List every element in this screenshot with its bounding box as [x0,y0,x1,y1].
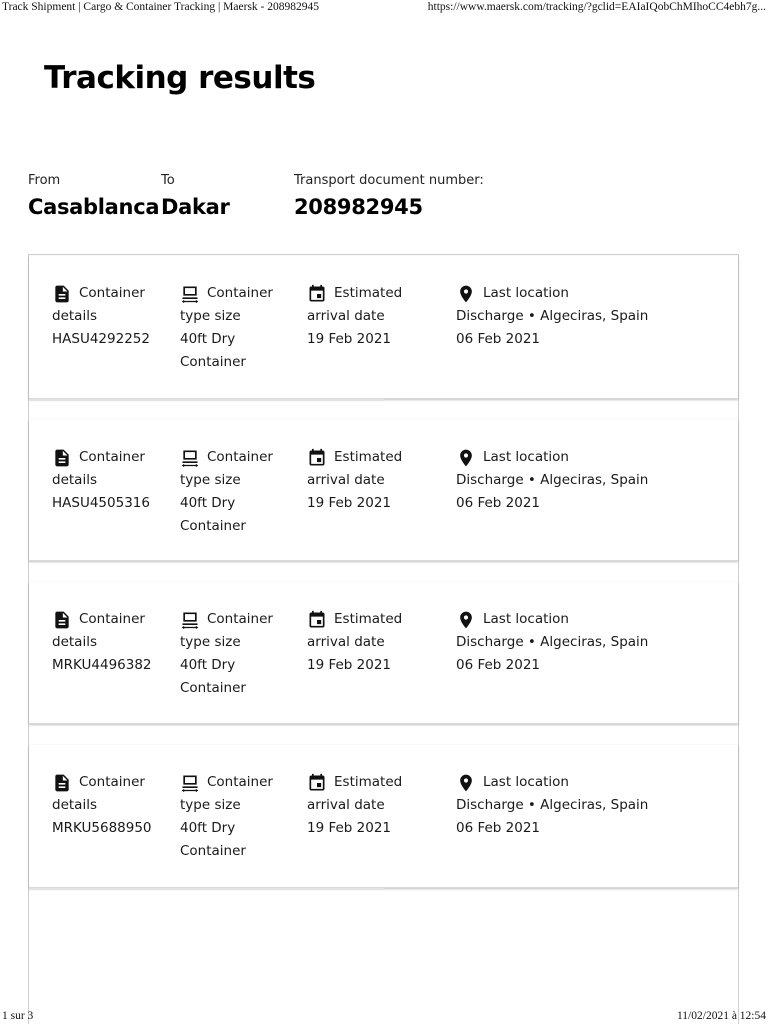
container-details-label-2: details [52,308,97,324]
estimated-arrival-label: Estimated [334,774,403,790]
container-type-value: 40ft Dry [180,495,236,511]
estimated-arrival-label: Estimated [334,449,403,465]
last-location-value: Discharge • Algeciras, Spain [456,797,649,813]
estimated-arrival-label-2: arrival date [307,797,385,813]
container-card[interactable] [29,256,738,399]
container-type-label: Container [207,449,273,465]
last-location-label: Last location [483,285,569,301]
last-location-date: 06 Feb 2021 [456,820,541,836]
page-title: Tracking results [44,60,316,96]
container-type-value: 40ft Dry [180,331,236,347]
location-pin-icon [456,773,476,793]
container-details-label-2: details [52,634,97,650]
container-card[interactable] [29,582,738,724]
last-location-date: 06 Feb 2021 [456,657,541,673]
container-type-label: Container [207,611,273,627]
container-details-label: Container [79,285,145,301]
container-type-value: 40ft Dry [180,657,236,673]
container-details-column [52,446,172,515]
location-pin-icon [456,448,476,468]
container-type-column [180,446,300,538]
calendar-icon [307,448,327,468]
container-type-value-2: Container [180,518,246,534]
print-timestamp: 11/02/2021 à 12:54 [676,1010,766,1022]
document-icon [52,284,72,304]
container-type-label-2: type size [180,308,241,324]
container-details-label-2: details [52,797,97,813]
container-details-column [52,608,172,677]
last-location-label: Last location [483,449,569,465]
container-details-label: Container [79,449,145,465]
estimated-arrival-label-2: arrival date [307,634,385,650]
transport-document-label: Transport document number: [294,173,484,188]
container-type-label: Container [207,774,273,790]
print-header-title: Track Shipment | Cargo & Container Tracking | Maersk - 208982945 [2,1,320,13]
container-type-value-2: Container [180,843,246,859]
last-location-value: Discharge • Algeciras, Spain [456,472,649,488]
last-location-label: Last location [483,774,569,790]
container-id: HASU4505316 [52,495,150,511]
container-type-column [180,608,300,700]
container-details-column [52,771,172,840]
print-header-url: https://www.maersk.com/tracking/?gclid=EAIaIQobChMIhoCC4ebh7g... [427,1,766,13]
container-id: MRKU5688950 [52,820,152,836]
container-type-value-2: Container [180,354,246,370]
card-divider [29,399,384,401]
page-counter: 1 sur 3 [2,1010,34,1022]
print-footer [0,1008,768,1024]
container-id: MRKU4496382 [52,657,152,673]
estimated-arrival-label-2: arrival date [307,308,385,324]
container-type-value-2: Container [180,680,246,696]
estimated-arrival-column [307,771,447,840]
container-details-label: Container [79,774,145,790]
container-type-label: Container [207,285,273,301]
to-summary [161,173,230,219]
location-pin-icon [456,610,476,630]
print-header [0,0,768,16]
to-label: To [161,173,175,188]
container-card[interactable] [29,745,738,888]
transport-document-summary [294,173,484,219]
last-location-column [456,282,726,351]
calendar-icon [307,284,327,304]
estimated-arrival-column [307,608,447,677]
estimated-arrival-value: 19 Feb 2021 [307,331,392,347]
container-type-value: 40ft Dry [180,820,236,836]
container-type-label-2: type size [180,472,241,488]
last-location-column [456,608,726,677]
last-location-value: Discharge • Algeciras, Spain [456,634,649,650]
container-id: HASU4292252 [52,331,150,347]
document-icon [52,610,72,630]
container-type-label-2: type size [180,634,241,650]
to-value: Dakar [161,195,230,219]
container-card[interactable] [29,420,738,561]
estimated-arrival-value: 19 Feb 2021 [307,657,392,673]
estimated-arrival-column [307,282,447,351]
last-location-date: 06 Feb 2021 [456,331,541,347]
calendar-icon [307,773,327,793]
estimated-arrival-column [307,446,447,515]
estimated-arrival-label: Estimated [334,285,403,301]
from-label: From [28,173,61,188]
container-icon [180,284,200,304]
transport-document-value: 208982945 [294,195,423,219]
container-details-label-2: details [52,472,97,488]
container-icon [180,610,200,630]
from-value: Casablanca [28,195,160,219]
document-icon [52,448,72,468]
estimated-arrival-value: 19 Feb 2021 [307,495,392,511]
container-type-label-2: type size [180,797,241,813]
estimated-arrival-label-2: arrival date [307,472,385,488]
last-location-date: 06 Feb 2021 [456,495,541,511]
estimated-arrival-label: Estimated [334,611,403,627]
container-icon [180,773,200,793]
card-divider [29,888,384,890]
last-location-label: Last location [483,611,569,627]
container-details-label: Container [79,611,145,627]
estimated-arrival-value: 19 Feb 2021 [307,820,392,836]
container-icon [180,448,200,468]
last-location-column [456,771,726,840]
container-details-column [52,282,172,351]
document-icon [52,773,72,793]
last-location-column [456,446,726,515]
location-pin-icon [456,284,476,304]
container-type-column [180,771,300,863]
from-summary [28,173,159,219]
container-type-column [180,282,300,374]
calendar-icon [307,610,327,630]
last-location-value: Discharge • Algeciras, Spain [456,308,649,324]
